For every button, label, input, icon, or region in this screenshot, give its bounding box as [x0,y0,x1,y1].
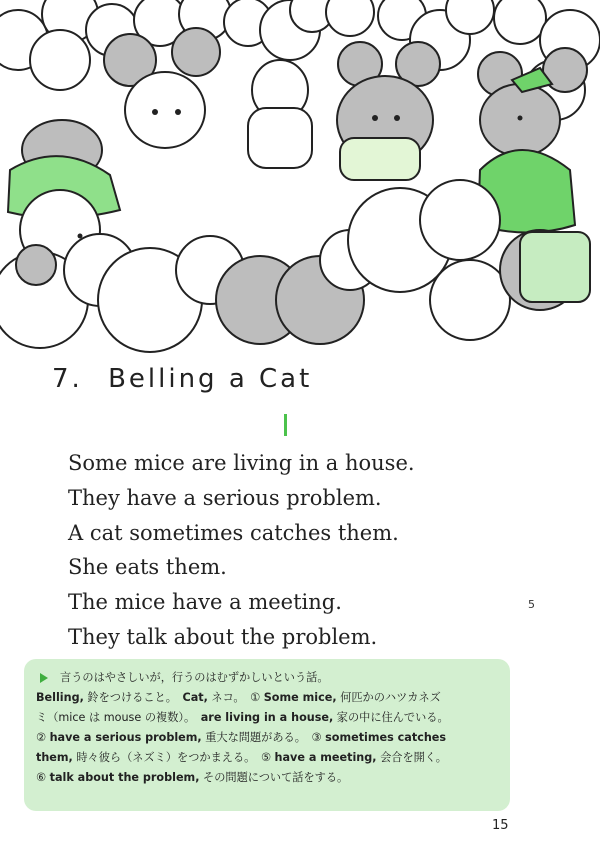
lesson-number: 7. [52,364,83,394]
page-number: 15 [492,818,509,833]
vocabulary-notes-box [24,659,510,811]
story-line: The mice have a meeting. [68,590,342,615]
lesson-title-text: Belling a Cat [108,364,313,394]
section-marker-I [284,414,287,436]
notes-row: ミ（mice は mouse の複数）。 are living in a house, 家の中に住んでいる。 [36,711,449,724]
story-line: Some mice are living in a house. [68,451,415,475]
story-line: They have a serious problem. [68,485,382,510]
triangle-bullet-icon [40,673,48,683]
lesson-title [52,364,312,394]
notes-row: ⑥ talk about the problem, その問題について話をする。 [36,771,349,784]
line-number: 5 [528,598,535,611]
story-line: They talk about the problem. [68,624,378,649]
story-text [68,446,415,655]
story-line: She eats them. [68,555,227,580]
notes-summary: 言うのはやさしいが，行うのはむずかしいという話。 [60,671,329,684]
notes-row: ② have a serious problem, 重大な問題がある。 ③ sometimes catches [36,731,447,744]
notes-row: Belling, 鈴をつけること。 Cat, ネコ。 ① Some mice, 何匹かのハツカネズ [36,691,441,704]
story-line: A cat sometimes catches them. [68,520,399,545]
mice-meeting-illustration [0,0,600,362]
notes-row: them, 時々彼ら（ネズミ）をつかまえる。 ⑤ have a meeting, 会合を開く。 [36,751,447,764]
